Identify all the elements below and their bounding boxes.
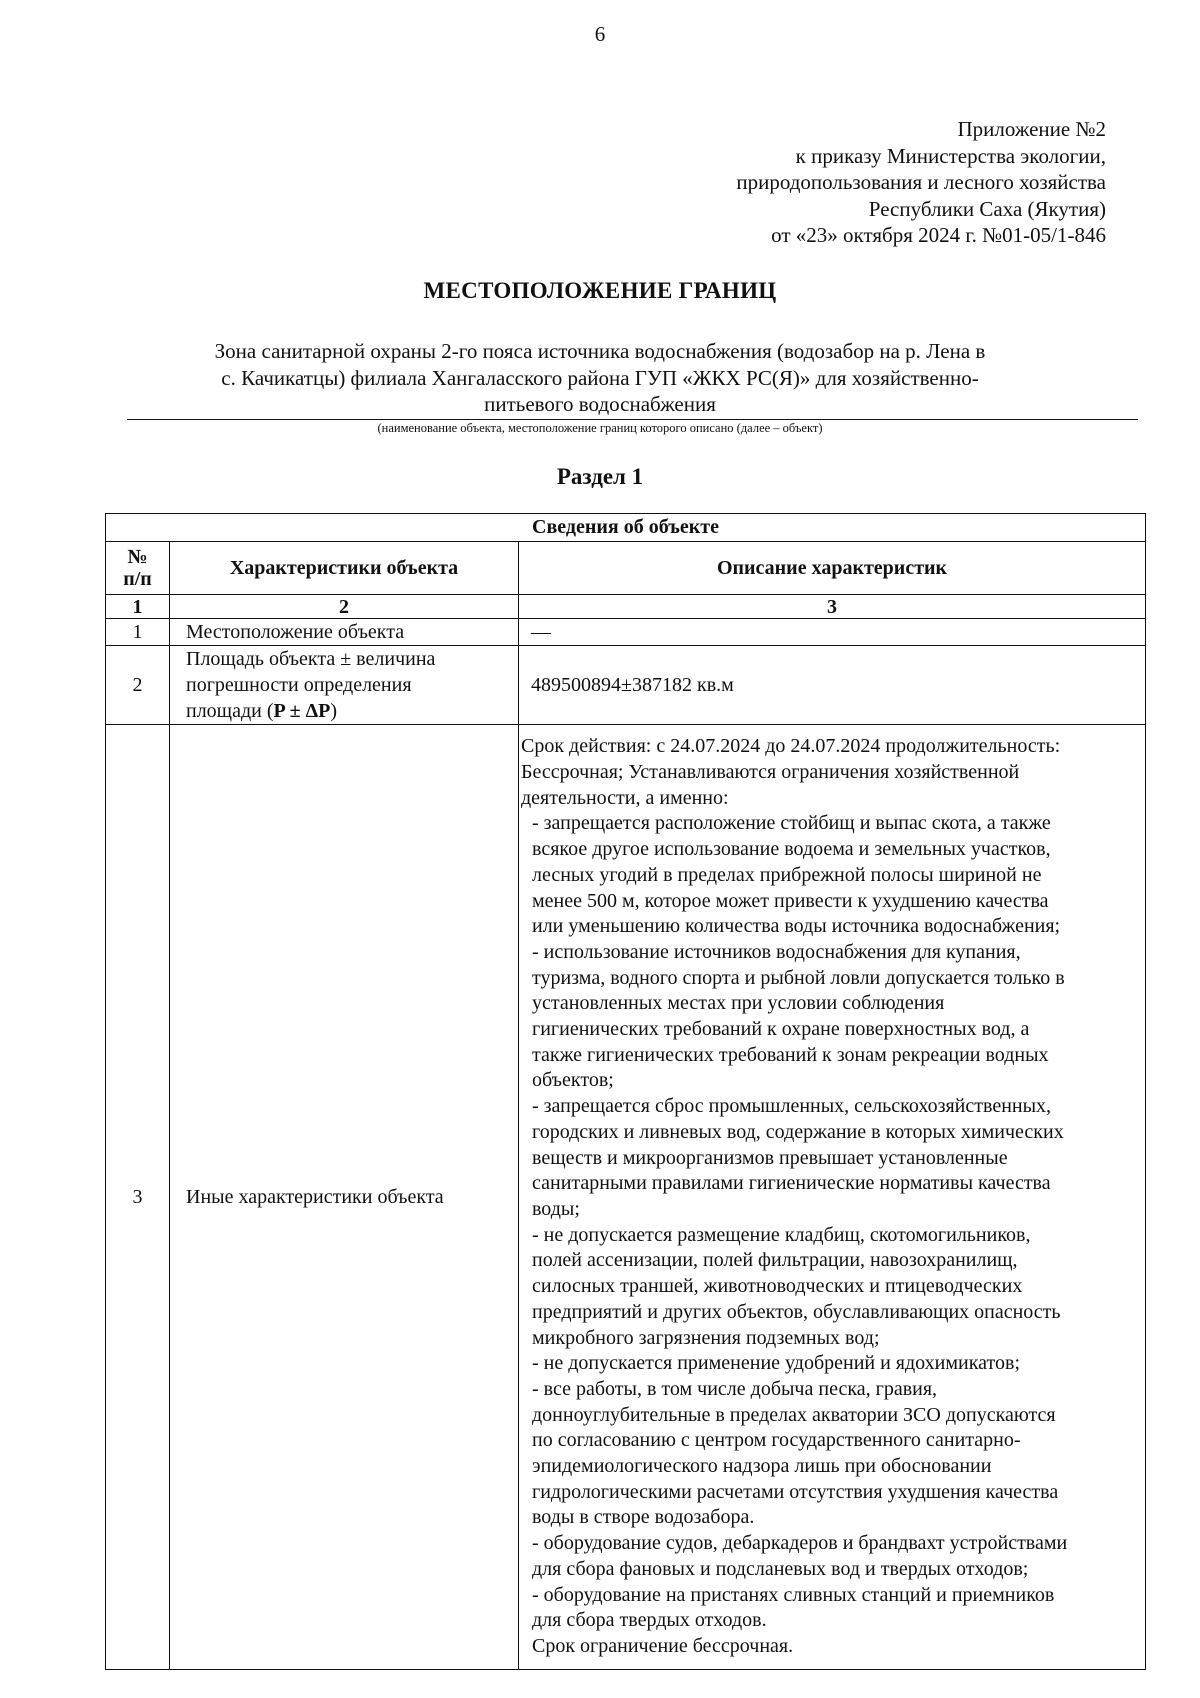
restrictions-description bbox=[519, 734, 1145, 1659]
restriction-line: гигиенических требований к охране поверхностных вод, а bbox=[532, 1018, 1030, 1041]
restriction-line: для сбора твердых отходов. bbox=[532, 1609, 767, 1632]
restriction-line: - все работы, в том числе добыча песка, гравия, bbox=[532, 1377, 938, 1400]
restriction-line: предприятий и других объектов, обуславливающих опасность bbox=[532, 1300, 1061, 1323]
object-name-caption: (наименование объекта, местоположение границ которого описано (далее – объект) bbox=[377, 421, 823, 435]
appendix-line: к приказу Министерства экологии, bbox=[795, 143, 1106, 168]
section-title: Раздел 1 bbox=[556, 464, 644, 489]
header-description: Описание характеристик bbox=[519, 542, 1146, 595]
row-description: 489500894±387182 кв.м bbox=[519, 646, 1146, 725]
header-characteristic: Характеристики объекта bbox=[170, 542, 519, 595]
row-num: 1 bbox=[106, 619, 170, 646]
restriction-line: воды в створе водозабора. bbox=[532, 1506, 755, 1529]
appendix-line: природопользования и лесного хозяйства bbox=[736, 170, 1106, 194]
restriction-line: установленных местах при условии соблюдения bbox=[532, 992, 945, 1015]
description-line: деятельности, а именно: bbox=[521, 786, 729, 809]
header-num-line: № bbox=[127, 546, 148, 568]
appendix-order-date: от «23» октября 2024 г. №01-05/1-846 bbox=[771, 223, 1106, 247]
restriction-line: для сбора фановых и подсланевых вод и твердых отходов; bbox=[532, 1557, 1029, 1580]
row-num: 3 bbox=[106, 725, 170, 1670]
restriction-line: санитарными правилами гигиенические нормативы качества bbox=[532, 1172, 1051, 1195]
characteristic-text: площади ( bbox=[186, 700, 274, 722]
index-cell: 1 bbox=[106, 595, 170, 619]
document-title: МЕСТОПОЛОЖЕНИЕ ГРАНИЦ bbox=[423, 278, 777, 303]
restriction-line: по согласованию с центром государственного санитарно- bbox=[532, 1429, 1021, 1452]
restriction-line: - запрещается сброс промышленных, сельскохозяйственных, bbox=[532, 1095, 1052, 1118]
restriction-line: менее 500 м, которое может привести к ухудшению качества bbox=[532, 889, 1049, 912]
header-num-line: п/п bbox=[123, 568, 152, 590]
restriction-line: лесных угодий в пределах прибрежной полосы шириной не bbox=[532, 863, 1042, 886]
characteristic-line: Площадь объекта ± величина bbox=[186, 648, 436, 670]
restriction-line: эпидемиологического надзора лишь при обосновании bbox=[532, 1455, 992, 1478]
restriction-line: - не допускается применение удобрений и ядохимикатов; bbox=[532, 1352, 1020, 1375]
appendix-header bbox=[736, 116, 1106, 249]
area-formula: P ± ΔP bbox=[273, 700, 331, 722]
restriction-line: силосных траншей, животноводческих и птицеводческих bbox=[532, 1275, 1023, 1298]
restriction-line: или уменьшению количества воды источника водоснабжения; bbox=[532, 915, 1061, 938]
table-row bbox=[106, 619, 1146, 646]
table-caption: Сведения об объекте bbox=[106, 514, 1146, 542]
index-cell: 3 bbox=[519, 595, 1146, 619]
restriction-line: объектов; bbox=[532, 1069, 614, 1092]
description-line: Бессрочная; Устанавливаются ограничения хозяйственной bbox=[521, 761, 1020, 784]
table-header-row bbox=[106, 542, 1146, 595]
restriction-line: Срок ограничение бессрочная. bbox=[532, 1634, 794, 1657]
table-row bbox=[106, 725, 1146, 1670]
restriction-line: гидрологическими расчетами отсутствия ухудшения качества bbox=[532, 1480, 1059, 1503]
row-num: 2 bbox=[106, 646, 170, 725]
row-characteristic: Местоположение объекта bbox=[170, 619, 519, 646]
object-name-underline bbox=[127, 419, 1138, 420]
restriction-line: - запрещается расположение стойбищ и выпас скота, а также bbox=[532, 812, 1051, 835]
table-caption-row bbox=[106, 514, 1146, 542]
page-number: 6 bbox=[594, 22, 606, 46]
appendix-line: Республики Саха (Якутия) bbox=[868, 196, 1106, 221]
table-index-row bbox=[106, 595, 1146, 619]
restriction-line: - не допускается размещение кладбищ, скотомогильников, bbox=[532, 1223, 1031, 1246]
restriction-line: городских и ливневых вод, содержание в которых химических bbox=[532, 1120, 1064, 1143]
row-characteristic bbox=[170, 646, 519, 725]
object-name bbox=[130, 338, 1070, 418]
row-description: — bbox=[519, 619, 1146, 646]
object-name-line: Зона санитарной охраны 2-го пояса источника водоснабжения (водозабор на р. Лена в bbox=[214, 339, 986, 363]
restriction-line: веществ и микроорганизмов превышает установленные bbox=[532, 1146, 1008, 1169]
restriction-line: также гигиенических требований к зонам рекреации водных bbox=[532, 1043, 1049, 1066]
object-name-line: питьевого водоснабжения bbox=[484, 392, 716, 416]
index-cell: 2 bbox=[170, 595, 519, 619]
characteristic-text: ) bbox=[330, 700, 338, 722]
restriction-line: - использование источников водоснабжения для купания, bbox=[532, 940, 1021, 963]
characteristic-line: погрешности определения bbox=[186, 674, 412, 696]
restriction-line: всякое другое использование водоема и земельных участков, bbox=[532, 838, 1051, 861]
restriction-line: - оборудование судов, дебаркадеров и брандвахт устройствами bbox=[532, 1532, 1068, 1555]
restriction-line: туризма, водного спорта и рыбной ловли допускается только в bbox=[532, 966, 1065, 989]
row-description bbox=[519, 725, 1146, 1670]
restriction-line: донноуглубительные в пределах акватории ЗСО допускаются bbox=[532, 1403, 1056, 1426]
restriction-line: микробного загрязнения подземных вод; bbox=[532, 1326, 880, 1349]
row-characteristic: Иные характеристики объекта bbox=[170, 725, 519, 1670]
object-info-table bbox=[105, 513, 1146, 1670]
restriction-line: воды; bbox=[532, 1198, 580, 1220]
restriction-line: - оборудование на пристанях сливных станций и приемников bbox=[532, 1583, 1055, 1606]
object-name-line: с. Качикатцы) филиала Хангаласского района ГУП «ЖКХ РС(Я)» для хозяйственно- bbox=[221, 365, 979, 390]
description-line: Срок действия: с 24.07.2024 до 24.07.2024 продолжительность: bbox=[521, 735, 1061, 758]
table-row bbox=[106, 646, 1146, 725]
characteristic-line bbox=[186, 698, 518, 724]
restriction-line: полей ассенизации, полей фильтрации, навозохранилищ, bbox=[532, 1249, 1018, 1272]
appendix-line: Приложение №2 bbox=[957, 117, 1106, 141]
header-num bbox=[106, 542, 170, 595]
